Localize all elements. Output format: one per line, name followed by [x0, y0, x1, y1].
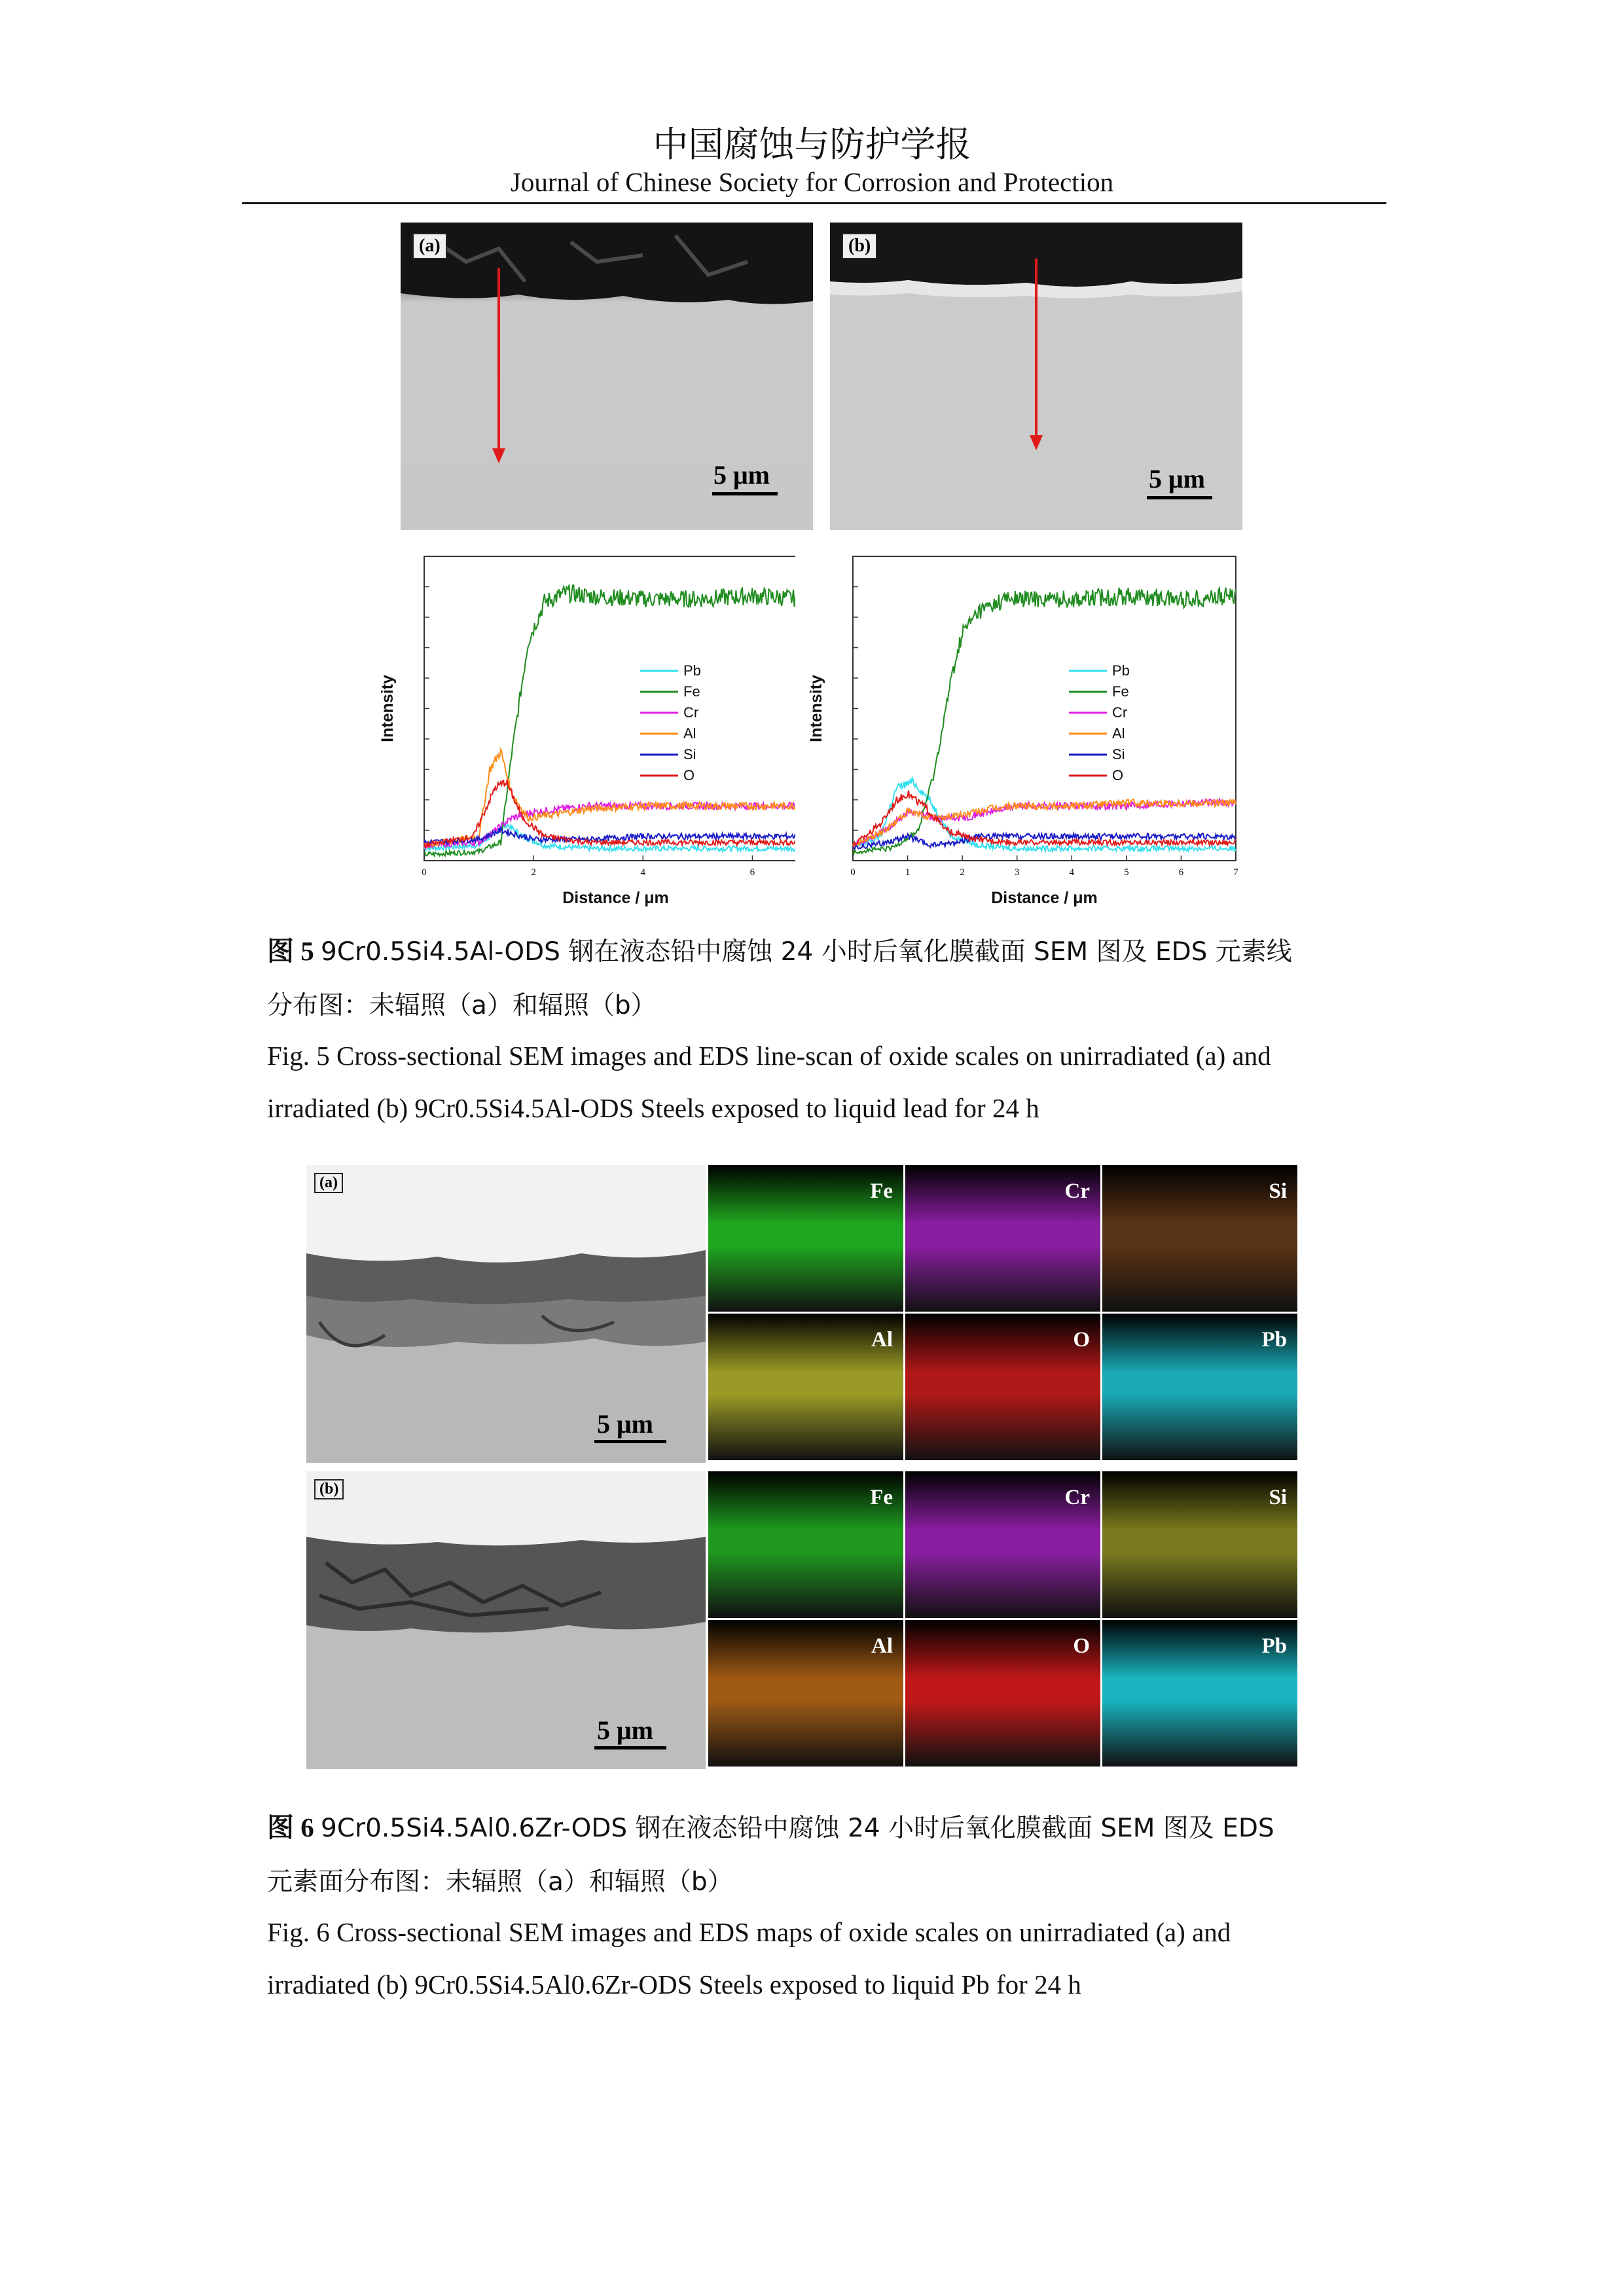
fig6-scale-b-text: 5 μm — [597, 1715, 653, 1745]
x-tick-label: 5 — [1124, 867, 1129, 878]
fig6-b-map-label-cr: Cr — [1064, 1486, 1090, 1509]
fig5-sem-image-a — [401, 223, 813, 530]
fig6-a-map-label-fe: Fe — [870, 1179, 893, 1203]
journal-title-en: Journal of Chinese Society for Corrosion and Protection — [510, 167, 1114, 197]
fig6-b-map-o — [905, 1620, 1100, 1767]
x-tick-label: 2 — [960, 867, 965, 878]
fig6-a-map-label-si: Si — [1269, 1179, 1287, 1203]
legend-label-cr: Cr — [683, 704, 699, 721]
fig6-a-map-label-al: Al — [871, 1328, 893, 1352]
fig6-b-map-fe — [708, 1471, 903, 1618]
fig6-scale-a-text: 5 μm — [597, 1409, 653, 1439]
fig5-caption-en — [267, 1030, 1380, 1134]
x-tick-label: 4 — [1069, 867, 1075, 878]
x-tick-label: 6 — [1178, 867, 1184, 878]
fig5-caption-en-line1: Fig. 5 Cross-sectional SEM images and EDS line-scan of oxide scales on unirradiated (a) and — [267, 1041, 1271, 1071]
fig6-b-map-pb — [1102, 1620, 1297, 1767]
fig5-panel-a-label: (a) — [412, 233, 447, 259]
legend-label-pb: Pb — [683, 662, 701, 679]
fig6-scale-b-bar — [594, 1746, 666, 1749]
legend-label-o: O — [1112, 767, 1124, 783]
fig6-caption-cn — [267, 1801, 1380, 1909]
fig5-caption-cn-text2: 分布图：未辐照（a）和辐照（b） — [267, 991, 657, 1020]
fig5-panel-b-label: (b) — [842, 233, 877, 259]
fig5-caption-cn-text: 9Cr0.5Si4.5Al-ODS 钢在液态铅中腐蚀 24 小时后氧化膜截面 SEM 图及 EDS 元素线 — [321, 937, 1292, 967]
legend-label-fe: Fe — [1112, 683, 1129, 700]
fig6-b-map-label-fe: Fe — [870, 1486, 893, 1509]
fig6-b-map-cr — [905, 1471, 1100, 1618]
x-tick-label: 6 — [749, 867, 755, 878]
fig6-sem-image-a — [306, 1165, 706, 1463]
fig5-scale-a-bar — [712, 492, 778, 495]
fig6-b-map-label-o: O — [1073, 1634, 1090, 1658]
fig6-a-map-si — [1102, 1165, 1297, 1312]
fig5-scale-a-text: 5 μm — [713, 460, 770, 490]
fig6-a-map-pb — [1102, 1314, 1297, 1460]
fig6-a-map-label-pb: Pb — [1261, 1328, 1287, 1352]
x-tick-label: 0 — [422, 867, 427, 878]
legend-label-pb: Pb — [1112, 662, 1130, 679]
legend-label-si: Si — [1112, 746, 1125, 762]
journal-title-cn: 中国腐蚀与防护学报 — [653, 124, 971, 165]
fig5-caption-cn — [267, 925, 1380, 1032]
fig5-caption-cn-number: 图 5 — [267, 936, 314, 966]
legend-label-al: Al — [683, 725, 696, 742]
fig6-caption-en-line2: irradiated (b) 9Cr0.5Si4.5Al0.6Zr-ODS Steels exposed to liquid Pb for 24 h — [267, 1969, 1081, 2000]
fig6-b-map-label-al: Al — [871, 1634, 893, 1658]
legend-label-o: O — [683, 767, 695, 783]
y-axis-label: Intensity — [378, 675, 397, 742]
x-tick-label: 3 — [1014, 867, 1020, 878]
x-tick-label: 1 — [905, 867, 911, 878]
x-tick-label: 2 — [531, 867, 536, 878]
fig6-b-map-label-si: Si — [1269, 1486, 1287, 1509]
legend-label-al: Al — [1112, 725, 1125, 742]
fig6-a-map-cr — [905, 1165, 1100, 1312]
fig6-panel-b-label: (b) — [314, 1479, 344, 1499]
fig6-a-map-fe — [708, 1165, 903, 1312]
fig6-a-map-label-o: O — [1073, 1328, 1090, 1352]
x-axis-label: Distance / μm — [991, 889, 1098, 907]
header-rule — [242, 202, 1386, 204]
fig6-panel-a-label: (a) — [314, 1173, 343, 1193]
fig6-scale-a-bar — [594, 1440, 666, 1443]
fig6-b-map-label-pb: Pb — [1261, 1634, 1287, 1658]
fig6-caption-cn-text: 9Cr0.5Si4.5Al0.6Zr-ODS 钢在液态铅中腐蚀 24 小时后氧化膜截面 SEM 图及 EDS — [321, 1814, 1274, 1843]
fig6-a-map-o — [905, 1314, 1100, 1460]
fig6-caption-en — [267, 1906, 1380, 2011]
fig6-caption-cn-number: 图 6 — [267, 1812, 314, 1842]
fig6-a-map-label-cr: Cr — [1064, 1179, 1090, 1203]
fig5-caption-en-line2: irradiated (b) 9Cr0.5Si4.5Al-ODS Steels exposed to liquid lead for 24 h — [267, 1093, 1039, 1123]
legend-label-fe: Fe — [683, 683, 700, 700]
x-tick-label: 7 — [1233, 867, 1238, 878]
fig5-eds-linescan-chart-b — [795, 543, 1254, 916]
legend-label-si: Si — [683, 746, 696, 762]
y-axis-label: Intensity — [807, 675, 825, 742]
x-axis-label: Distance / μm — [562, 889, 669, 907]
fig5-eds-linescan-chart-a — [367, 543, 825, 916]
fig5-sem-image-b — [830, 223, 1242, 530]
fig5-scale-b-text: 5 μm — [1149, 464, 1205, 493]
fig6-b-map-al — [708, 1620, 903, 1767]
fig6-a-map-al — [708, 1314, 903, 1460]
fig6-caption-en-line1: Fig. 6 Cross-sectional SEM images and EDS maps of oxide scales on unirradiated (a) and — [267, 1917, 1231, 1947]
legend-label-cr: Cr — [1112, 704, 1128, 721]
fig6-caption-cn-text2: 元素面分布图：未辐照（a）和辐照（b） — [267, 1867, 733, 1897]
x-tick-label: 4 — [640, 867, 646, 878]
fig5-scale-b-bar — [1147, 496, 1212, 499]
fig6-b-map-si — [1102, 1471, 1297, 1618]
x-tick-label: 0 — [850, 867, 856, 878]
fig6-sem-image-b — [306, 1471, 706, 1769]
